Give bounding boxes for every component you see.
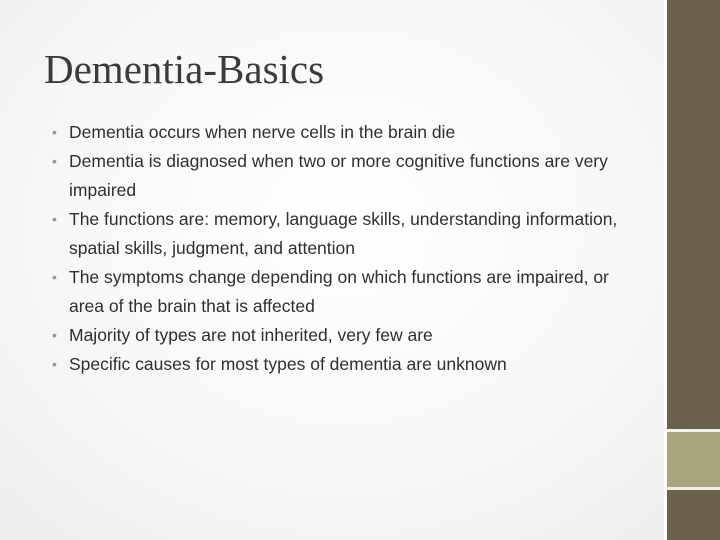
bullet-dot-icon: • [52, 124, 57, 140]
bullet-dot-icon: • [52, 211, 57, 227]
bullet-item [52, 205, 642, 263]
bullet-text: Dementia occurs when nerve cells in the brain die [69, 122, 456, 142]
bullet-text: Majority of types are not inherited, very few are [69, 325, 433, 345]
bullet-text: Specific causes for most types of dementia are unknown [69, 354, 507, 374]
bullet-dot-icon: • [52, 153, 57, 169]
bullet-item [52, 147, 642, 205]
bullet-item [52, 321, 642, 350]
bullet-item [52, 118, 642, 147]
bullet-text: The symptoms change depending on which functions are impaired, or area of the brain that is affected [69, 267, 609, 316]
bullet-dot-icon: • [52, 269, 57, 285]
sidebar-dark-top-band [667, 0, 720, 429]
bullet-dot-icon: • [52, 356, 57, 372]
bullet-list [52, 118, 642, 379]
bullet-dot-icon: • [52, 327, 57, 343]
sidebar-dark-bottom-band [667, 490, 720, 540]
bullet-text: The functions are: memory, language skills, understanding information, spatial skills, judgment, and attention [69, 209, 618, 258]
sidebar-light-accent-band [667, 432, 720, 487]
slide-title: Dementia-Basics [44, 46, 325, 92]
bullet-item [52, 350, 642, 379]
bullet-text: Dementia is diagnosed when two or more cognitive functions are very impaired [69, 151, 608, 200]
bullet-item [52, 263, 642, 321]
